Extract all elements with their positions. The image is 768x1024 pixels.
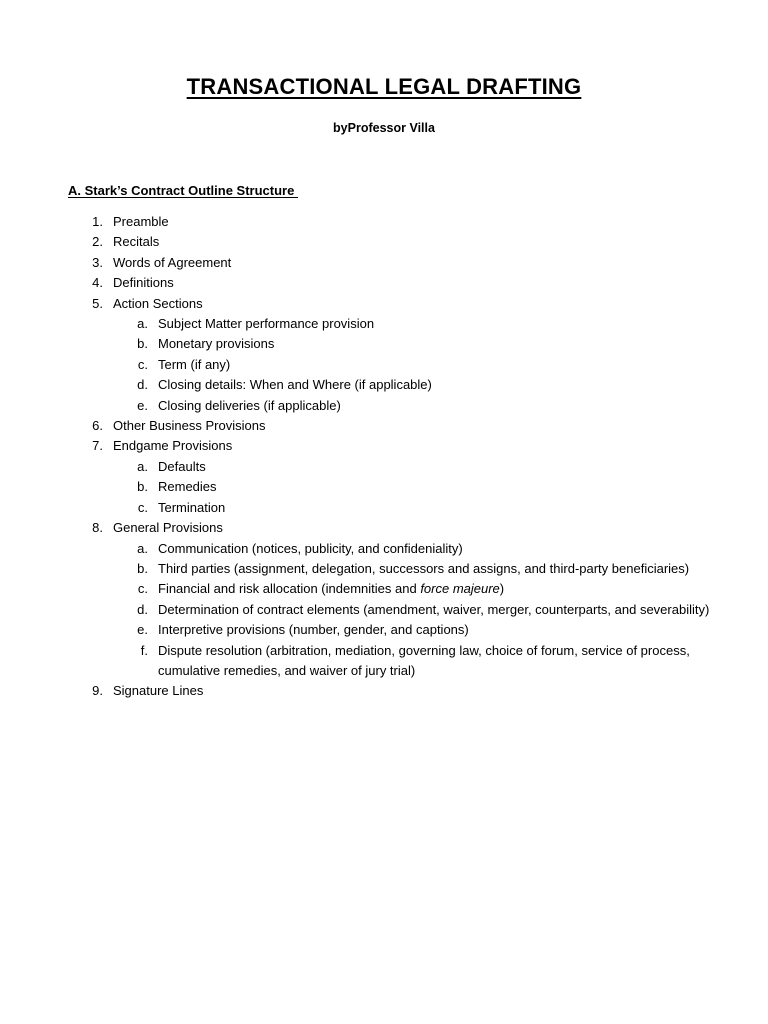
outline-item-number: 2. — [92, 234, 103, 250]
outline-subitem — [68, 498, 738, 518]
section-heading: A. Stark’s Contract Outline Structure — [68, 183, 298, 198]
outline-item — [68, 232, 738, 252]
outline-item-number: 3. — [92, 254, 103, 270]
outline-subitem-letter: a. — [137, 316, 148, 332]
outline-subitem — [68, 539, 738, 559]
outline-subitem — [68, 355, 738, 375]
outline-item — [68, 436, 738, 456]
outline-subitem-label: Third parties (assignment, delegation, successors and assigns, and third-party beneficiaries) — [158, 560, 690, 576]
outline-subitem-label: Interpretive provisions (number, gender, and captions) — [158, 622, 469, 638]
outline-subitem — [68, 375, 738, 395]
outline-subitem-label: Subject Matter performance provision — [158, 316, 375, 332]
outline-item — [68, 681, 738, 701]
outline-subitem — [68, 477, 738, 497]
document-author: byProfessor Villa — [333, 121, 435, 135]
outline-item — [68, 294, 738, 314]
outline-subitem — [68, 600, 738, 620]
outline-subitem-letter: c. — [137, 581, 148, 597]
outline-item — [68, 416, 738, 436]
outline-subitem-label: Dispute resolution (arbitration, mediation, governing law, choice of forum, service of process, cumulative remedies, and waiver of jury trial) — [158, 642, 690, 678]
outline-subitem-label: Determination of contract elements (amendment, waiver, merger, counterparts, and severability) — [158, 601, 710, 617]
outline-item-number: 4. — [92, 275, 103, 291]
outline-item-label: Recitals — [113, 234, 160, 250]
outline-subitem-letter: a. — [137, 540, 148, 556]
outline-subitem — [68, 641, 738, 682]
outline-subitem-letter: c. — [137, 499, 148, 515]
outline-subitem-label: Monetary provisions — [158, 336, 275, 352]
outline-subitem — [68, 559, 738, 579]
outline-subitem-label: Term (if any) — [158, 356, 231, 372]
outline-item-label: General Provisions — [113, 520, 223, 536]
outline-subitem-letter: a. — [137, 458, 148, 474]
outline-item-number: 8. — [92, 520, 103, 536]
outline-subitem — [68, 334, 738, 354]
outline-item-number: 5. — [92, 295, 103, 311]
outline-item-label: Definitions — [113, 275, 174, 291]
outline-subitem — [68, 620, 738, 640]
outline-subitem — [68, 314, 738, 334]
outline-subitem-letter: f. — [140, 642, 148, 658]
outline-item-number: 9. — [92, 683, 103, 699]
outline-item — [68, 253, 738, 273]
outline-subitem-label: Defaults — [158, 458, 206, 474]
outline-subitem — [68, 457, 738, 477]
outline-subitem-letter: b. — [137, 336, 148, 352]
outline-item-label: Action Sections — [113, 295, 203, 311]
outline-subitem — [68, 396, 738, 416]
outline-subitem-label: Remedies — [158, 479, 217, 495]
outline-subitem-label: Communication (notices, publicity, and confideniality) — [158, 540, 463, 556]
outline-subitem-label: Closing details: When and Where (if applicable) — [158, 377, 432, 393]
outline-subitem-letter: e. — [137, 622, 148, 638]
outline-subitem — [68, 579, 738, 599]
outline-item-label: Words of Agreement — [113, 254, 232, 270]
outline-subitem-label: Financial and risk allocation (indemnities and force majeure) — [158, 581, 505, 597]
outline-subitem-letter: b. — [137, 479, 148, 495]
outline-subitem-letter: e. — [137, 397, 148, 413]
outline-item-number: 6. — [92, 418, 103, 434]
outline-item — [68, 518, 738, 538]
outline-item-number: 1. — [92, 214, 103, 229]
outline-item-number: 7. — [92, 438, 103, 454]
outline-item-label: Other Business Provisions — [113, 418, 266, 434]
outline-item-label: Signature Lines — [113, 683, 204, 699]
outline-item-label: Preamble — [113, 214, 169, 229]
outline-subitem-label: Termination — [158, 499, 226, 515]
document-title: TRANSACTIONAL LEGAL DRAFTING — [186, 74, 582, 99]
outline-item-label: Endgame Provisions — [113, 438, 233, 454]
italic-term: force majeure — [420, 581, 500, 597]
outline-subitem-label: Closing deliveries (if applicable) — [158, 397, 341, 413]
outline-subitem-letter: d. — [137, 377, 148, 393]
contract-outline-list — [68, 212, 738, 702]
outline-subitem-letter: b. — [137, 560, 148, 576]
outline-item — [68, 273, 738, 293]
outline-subitem-letter: d. — [137, 601, 148, 617]
outline-item — [68, 212, 738, 232]
outline-subitem-letter: c. — [137, 356, 148, 372]
